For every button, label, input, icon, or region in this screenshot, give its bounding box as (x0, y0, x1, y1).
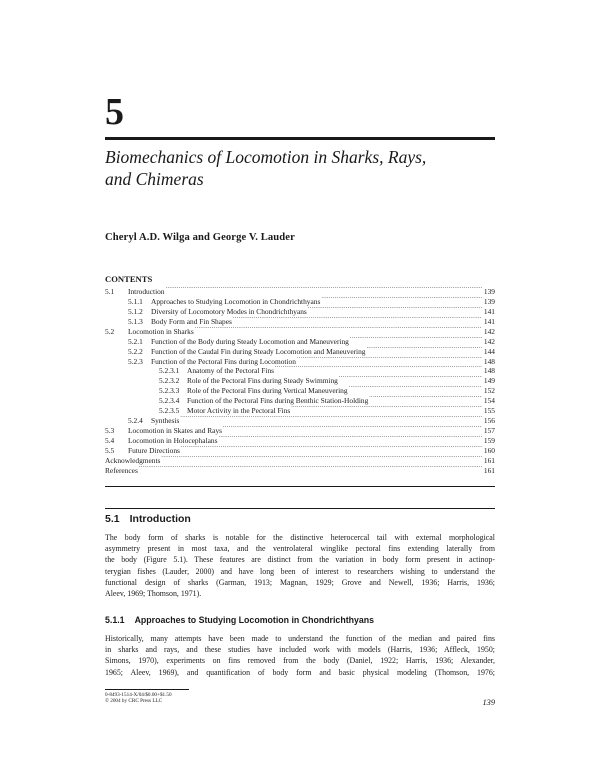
toc-entry-page: 160 (483, 445, 495, 455)
toc-entry-number: 5.2.4 (128, 416, 143, 426)
chapter-number: 5 (105, 91, 124, 133)
toc-entry-page: 142 (483, 326, 495, 336)
page-number: 139 (482, 698, 495, 707)
toc-entry-number: 5.1.2 (128, 306, 143, 316)
toc-entry-number: 5.2.1 (128, 336, 143, 346)
toc-entry-label: References (105, 465, 138, 475)
paragraph-line: functional design of sharks (Garman, 1913; Magnan, 1929; Grove and Newell, 1936; Harris, 1936; (105, 577, 495, 587)
section-number: 5.1 (105, 513, 120, 525)
toc-entry-page: 141 (483, 316, 495, 326)
paragraph-line: asymmetry present in most taxa, and the ventrolateral winglike pectoral fins extending laterally from (105, 544, 495, 554)
subsection-title: Approaches to Studying Locomotion in Chondrichthyans (134, 615, 375, 625)
toc-entry (105, 284, 495, 294)
paragraph-line: the body (Figure 5.1). These features are distinct from the variation in body form present in actinop- (105, 555, 495, 565)
footer-copyright: © 2004 by CRC Press LLC (105, 698, 163, 705)
toc-entry-number: 5.3 (105, 426, 115, 436)
toc-dot-leader (275, 364, 482, 374)
introduction-paragraph (105, 532, 495, 599)
toc-dot-leader (350, 334, 482, 344)
toc-entry-number: 5.1 (105, 286, 115, 296)
toc-dot-leader (195, 324, 482, 334)
paragraph-line: in sharks and rays, and these studies have included work with models (Harris, 1936; Affleck, 1950; (105, 645, 495, 655)
toc-entry-page: 154 (483, 396, 495, 406)
toc-entry-number: 5.2.3.2 (159, 376, 180, 386)
toc-dot-leader (180, 413, 482, 423)
toc-entry-label: Function of the Caudal Fin during Steady Locomotion and Maneuvering (151, 346, 366, 356)
toc-dot-leader (139, 463, 482, 473)
toc-entry-label: Body Form and Fin Shapes (151, 316, 232, 326)
toc-dot-leader (219, 433, 483, 443)
toc-entry-page: 144 (483, 346, 495, 356)
toc-dot-leader (369, 393, 482, 403)
toc-dot-leader (321, 294, 482, 304)
subsection-heading (105, 615, 374, 625)
toc-entry-page: 139 (483, 296, 495, 306)
toc-entry-page: 161 (483, 465, 495, 475)
toc-dot-leader (233, 314, 482, 324)
toc-dot-leader (297, 354, 482, 364)
toc-entry-label: Role of the Pectoral Fins during Vertical Maneuvering (187, 386, 348, 396)
toc-entry-label: Introduction (128, 286, 165, 296)
toc-entry (105, 463, 495, 473)
toc-entry-number: 5.2.3.3 (159, 386, 180, 396)
toc-entry-page: 157 (483, 426, 495, 436)
chapter-title-line-1: Biomechanics of Locomotion in Sharks, Rays, (105, 147, 427, 167)
toc-entry-page: 142 (483, 336, 495, 346)
toc-entry (105, 453, 495, 463)
footer-rule (105, 689, 189, 690)
toc-entry-number: 5.2.2 (128, 346, 143, 356)
toc-entry-page: 139 (483, 286, 495, 296)
toc-entry-label: Locomotion in Sharks (128, 326, 194, 336)
toc-entry-page: 161 (483, 455, 495, 465)
toc-entry-number: 5.4 (105, 436, 115, 445)
toc-entry-number: 5.5 (105, 445, 115, 455)
chapter-title (105, 146, 495, 190)
toc-dot-leader (166, 284, 482, 294)
toc-entry-number: 5.2.3.1 (159, 366, 180, 376)
toc-dot-leader (223, 423, 482, 433)
toc-dot-leader (181, 443, 482, 453)
toc-dot-leader (161, 453, 482, 463)
toc-entry-number: 5.2.3 (128, 356, 143, 366)
section-heading (105, 513, 191, 525)
toc-entry-label: Motor Activity in the Pectoral Fins (187, 406, 291, 416)
toc-entry-label: Diversity of Locomotory Modes in Chondrichthyans (151, 306, 307, 316)
toc-dot-leader (367, 344, 483, 354)
toc-entry-label: Approaches to Studying Locomotion in Chondrichthyans (151, 296, 321, 306)
table-of-contents (105, 284, 495, 473)
toc-dot-leader (308, 304, 482, 314)
toc-entry-label: Function of the Body during Steady Locomotion and Maneuvering (151, 336, 349, 346)
toc-entry-number: 5.2.3.4 (159, 396, 180, 406)
chapter-authors: Cheryl A.D. Wilga and George V. Lauder (105, 232, 295, 243)
toc-entry-number: 5.2 (105, 326, 115, 336)
subsection-number: 5.1.1 (105, 615, 125, 625)
paragraph-line: 1965; Aleev, 1969), and quantification of body form and basic physical modeling (Thomson, 1976; (105, 667, 495, 677)
paragraph-line: The body form of sharks is notable for the distinctive heterocercal tail with external morphological (105, 533, 495, 542)
toc-entry-number: 5.1.1 (128, 296, 143, 306)
paragraph-line: Simons, 1970), experiments on fins removed from the body (Daniel, 1922; Harris, 1936; Alexander, (105, 656, 495, 666)
toc-entry-label: Function of the Pectoral Fins during Benthic Station-Holding (187, 396, 369, 406)
toc-entry-label: Function of the Pectoral Fins during Locomotion (151, 356, 296, 366)
toc-entry-page: 149 (483, 376, 495, 386)
toc-entry-number: 5.2.3.5 (159, 406, 180, 416)
section-rule (105, 508, 495, 509)
chapter-title-line-2: and Chimeras (105, 169, 204, 189)
section-title: Introduction (129, 513, 191, 525)
contents-heading: CONTENTS (105, 274, 153, 284)
chapter-rule (105, 137, 495, 140)
toc-entry-label: Locomotion in Skates and Rays (128, 426, 223, 436)
toc-entry-page: 159 (483, 436, 495, 445)
toc-entry-label: Future Directions (128, 445, 180, 455)
paragraph-line: Aleev, 1969; Thomson, 1971). (105, 589, 202, 599)
toc-dot-leader (291, 403, 482, 413)
toc-entry-page: 152 (483, 386, 495, 396)
footer-imprint (105, 692, 172, 705)
toc-entry-page: 141 (483, 306, 495, 316)
toc-entry-page: 148 (483, 366, 495, 376)
toc-entry-label: Role of the Pectoral Fins during Steady Swimming (187, 376, 338, 386)
toc-entry-number: 5.1.3 (128, 316, 143, 326)
toc-entry-page: 156 (483, 416, 495, 426)
toc-entry-label: Synthesis (151, 416, 180, 426)
toc-bottom-rule (105, 486, 495, 487)
approaches-paragraph (105, 633, 495, 678)
footer-isbn: 0-8493-1514-X/04/$0.00+$1.50 (105, 692, 172, 698)
toc-entry-page: 155 (483, 406, 495, 416)
toc-dot-leader (349, 383, 482, 393)
toc-dot-leader (339, 373, 482, 383)
toc-entry-label: Anatomy of the Pectoral Fins (187, 366, 275, 376)
toc-entry-label: Locomotion in Holocephalans (128, 436, 218, 445)
paragraph-line: Historically, many attempts have been made to understand the function of the median and paired fins (105, 634, 495, 643)
paragraph-line: terygian fishes (Lauder, 2000) and have long been of interest to researchers wishing to understand the (105, 566, 495, 576)
toc-entry-page: 148 (483, 356, 495, 366)
toc-entry-label: Acknowledgments (105, 455, 161, 465)
